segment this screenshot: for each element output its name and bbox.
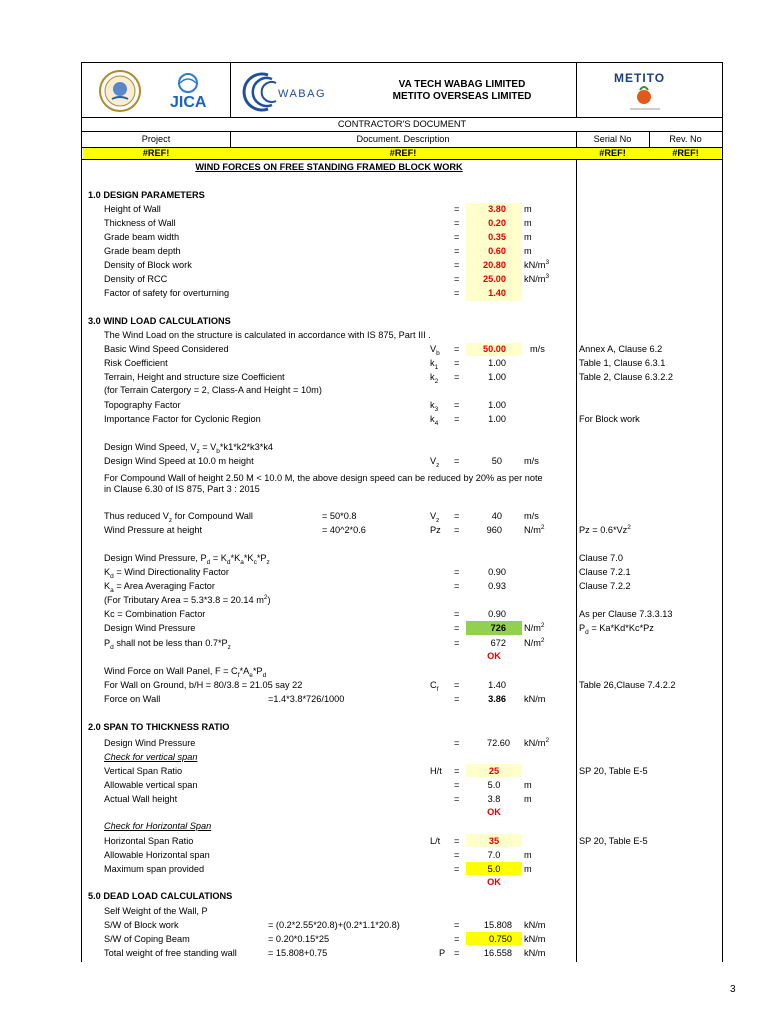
symbol: $V_z$: [430, 456, 440, 469]
equals: =: [454, 525, 460, 535]
equals: =: [454, 204, 460, 214]
formula: Design Wind Speed, $V_z = V_b*k1*k2*k3*k4$: [104, 442, 274, 455]
param-value: 35: [488, 836, 500, 846]
page-number: 3: [730, 984, 736, 995]
param-unit: kN/m: [524, 920, 546, 930]
param-unit: m: [524, 850, 532, 860]
param-label: Terrain, Height and structure size Coefficient: [104, 372, 285, 382]
param-value: 72.60: [487, 738, 510, 748]
param-unit: m/s: [524, 456, 539, 466]
param-unit: m: [524, 780, 532, 790]
val-project: #REF!: [142, 148, 170, 158]
param-unit: kN/m: [524, 948, 546, 958]
note: For Compound Wall of height 2.50 M < 10.0 M, the above design speed can be reduced by 20% as per note: [104, 473, 543, 483]
param-value: 1.00: [488, 400, 506, 410]
equals: =: [454, 694, 460, 704]
param-unit: m/s: [524, 511, 539, 521]
equals: =: [454, 794, 460, 804]
symbol: P: [439, 948, 446, 958]
reference: SP 20, Table E-5: [579, 836, 648, 846]
param-value: 5.0: [487, 864, 501, 874]
equals: =: [454, 218, 460, 228]
divider: [82, 159, 722, 160]
val-serial: #REF!: [599, 148, 626, 158]
reference: Table 1, Clause 6.3.1: [579, 358, 666, 368]
symbol: H/t: [430, 766, 442, 776]
symbol: Pz: [430, 525, 441, 535]
calc: = 50*0.8: [322, 511, 357, 521]
param-value: 1.00: [488, 414, 506, 424]
param-unit: kN/m: [524, 934, 546, 944]
param-value: 0.35: [488, 232, 506, 242]
param-unit: m: [524, 218, 532, 228]
param-value: 50.00: [483, 344, 506, 354]
calc: =1.4*3.8*726/1000: [268, 694, 345, 704]
param-label: Wind Pressure at height: [104, 525, 203, 535]
param-value: 1.00: [488, 372, 506, 382]
param-label: Total weight of free standing wall: [104, 948, 237, 958]
equals: =: [454, 948, 460, 958]
note: (For Tributary Area = 5.3*3.8 = 20.14 $m^2$): [104, 593, 271, 605]
param-label: Force on Wall: [104, 694, 161, 704]
param-value: 0.90: [488, 567, 506, 577]
val-rev: #REF!: [672, 148, 699, 158]
col-rev: Rev. No: [669, 134, 702, 144]
ok-flag: OK: [487, 877, 501, 887]
equals: =: [454, 738, 460, 748]
param-label: Design Wind Pressure: [104, 738, 196, 748]
reference: $Pz = 0.6*Vz^2$: [579, 523, 631, 535]
equals: =: [454, 581, 460, 591]
equals: =: [454, 372, 460, 382]
calc: = 40^2*0.6: [322, 525, 366, 535]
param-unit: $kN/m^3$: [524, 272, 550, 284]
param-label: Importance Factor for Cyclonic Region: [104, 414, 261, 424]
val-description: #REF!: [389, 148, 417, 158]
param-label: Horizontal Span Ratio: [104, 836, 194, 846]
param-label: Kc = Combination Factor: [104, 609, 206, 619]
param-value: 16.558: [483, 948, 512, 958]
param-label: Maximum span provided: [104, 864, 205, 874]
param-value: 5.0: [487, 780, 501, 790]
reference: Clause 7.2.2: [579, 581, 631, 591]
equals: =: [454, 344, 460, 354]
param-label: Factor of safety for overturning: [104, 288, 230, 298]
param-value: 3.86: [488, 694, 506, 704]
param-value: 7.0: [487, 850, 501, 860]
param-label: Allowable Horizontal span: [104, 850, 210, 860]
formula: Wind Force on Wall Panel, $F = C_f*A_e*P_d$: [104, 666, 267, 679]
equals: =: [454, 567, 460, 577]
calc: = 0.20*0.15*25: [268, 934, 330, 944]
param-value: 726: [490, 623, 506, 633]
param-value: 1.40: [488, 680, 506, 690]
param-unit: $N/m^2$: [524, 636, 545, 648]
equals: =: [454, 414, 460, 424]
param-label: Basic Wind Speed Considered: [104, 344, 229, 354]
jica-logo: [166, 71, 216, 111]
param-unit: $N/m^2$: [524, 621, 545, 633]
page-title: WIND FORCES ON FREE STANDING FRAMED BLOCK WORK: [195, 162, 463, 172]
param-label: For Wall on Ground, b/H = 80/3.8 = 21.05 say 22: [104, 680, 303, 690]
note: (for Terrain Catergory = 2, Class-A and Height = 10m): [104, 385, 322, 395]
doc-type: CONTRACTOR'S DOCUMENT: [337, 119, 467, 129]
param-value: 15.808: [483, 920, 512, 930]
svg-text:METITO: METITO: [614, 71, 666, 85]
calc: = 15.808+0.75: [268, 948, 328, 958]
param-value: 960: [486, 525, 502, 535]
param-value: 50: [491, 456, 502, 466]
company-name-1: VA TECH WABAG LIMITED: [398, 79, 526, 90]
equals: =: [454, 511, 460, 521]
equals: =: [454, 850, 460, 860]
reference: $P_d = Ka*Kd*Kc*Pz$: [579, 623, 654, 636]
symbol: $k_1$: [430, 358, 439, 371]
param-value: 672: [490, 638, 506, 648]
reference: For Block work: [579, 414, 640, 424]
param-label: Density of Block work: [104, 260, 192, 270]
param-unit: $N/m^2$: [524, 523, 545, 535]
param-label: Actual Wall height: [104, 794, 178, 804]
param-label: Allowable vertical span: [104, 780, 198, 790]
formula: Design Wind Pressure, $P_d = K_d*K_a*K_c*P_z$: [104, 553, 270, 566]
param-label: Vertical Span Ratio: [104, 766, 183, 776]
reference: SP 20, Table E-5: [579, 766, 648, 776]
ok-flag: OK: [487, 807, 501, 817]
param-unit: m: [524, 794, 532, 804]
param-label: $K_a$ = Area Averaging Factor: [104, 581, 215, 594]
param-label: Height of Wall: [104, 204, 161, 214]
equals: =: [454, 232, 460, 242]
param-label: Design Wind Speed at 10.0 m height: [104, 456, 254, 466]
param-value: 25.00: [483, 274, 506, 284]
section-heading: 1.0 DESIGN PARAMETERS: [88, 190, 205, 200]
param-unit: m: [524, 864, 532, 874]
svg-text:JICA: JICA: [170, 94, 207, 111]
company-name-2: METITO OVERSEAS LIMITED: [392, 91, 532, 102]
param-value: 40: [491, 511, 502, 521]
param-value: 3.80: [488, 204, 506, 214]
param-value: 20.80: [483, 260, 506, 270]
param-unit: $kN/m^3$: [524, 258, 550, 270]
seal-logo: [96, 69, 144, 113]
param-label: Grade beam width: [104, 232, 180, 242]
param-value: 25: [488, 766, 500, 776]
param-value: 0.750: [489, 934, 512, 944]
subheading: Check for vertical span: [104, 752, 198, 762]
symbol: L/t: [430, 836, 441, 846]
symbol: $V_z$: [430, 511, 440, 524]
param-unit: m: [524, 232, 532, 242]
ok-flag: OK: [487, 651, 501, 661]
intro-text: The Wind Load on the structure is calculated in accordance with IS 875, Part III .: [104, 330, 431, 340]
param-label: Density of RCC: [104, 274, 168, 284]
symbol: $k_4$: [430, 414, 439, 427]
param-value: 0.90: [488, 609, 506, 619]
param-value: 0.60: [488, 246, 506, 256]
col-project: Project: [141, 134, 171, 144]
col-description: Document. Description: [356, 134, 450, 144]
equals: =: [454, 623, 460, 633]
param-unit: $kN/m^2$: [524, 736, 550, 748]
equals: =: [454, 638, 460, 648]
equals: =: [454, 358, 460, 368]
equals: =: [454, 456, 460, 466]
svg-text:WABAG: WABAG: [278, 88, 327, 100]
equals: =: [454, 400, 460, 410]
divider: [576, 159, 577, 962]
param-unit: m: [524, 204, 532, 214]
subheading: Check for Horizontal Span: [104, 821, 212, 831]
symbol: $C_f$: [430, 680, 439, 693]
equals: =: [454, 680, 460, 690]
equals: =: [454, 780, 460, 790]
equals: =: [454, 288, 460, 298]
note: in Clause 6.30 of IS 875, Part 3 : 2015: [104, 484, 260, 494]
wabag-logo: [238, 71, 328, 113]
document-sheet: [81, 62, 723, 962]
equals: =: [454, 920, 460, 930]
section-heading: 3.0 WIND LOAD CALCULATIONS: [88, 316, 231, 326]
param-value: 0.20: [488, 218, 506, 228]
param-value: 1.00: [488, 358, 506, 368]
symbol: $k_3$: [430, 400, 439, 413]
equals: =: [454, 246, 460, 256]
reference: As per Clause 7.3.3.13: [579, 609, 673, 619]
param-label: Design Wind Pressure: [104, 623, 196, 633]
param-label: Thickness of Wall: [104, 218, 176, 228]
param-label: Self Weight of the Wall, P: [104, 906, 208, 916]
param-label: $P_d$ shall not be less than $0.7*P_z$: [104, 638, 231, 651]
param-value: 3.8: [487, 794, 501, 804]
reference: Table 2, Clause 6.3.2.2: [579, 372, 673, 382]
reference: Annex A, Clause 6.2: [579, 344, 663, 354]
param-unit: m: [524, 246, 532, 256]
symbol: $k_2$: [430, 372, 439, 385]
param-label: Topography Factor: [104, 400, 181, 410]
equals: =: [454, 609, 460, 619]
col-serial: Serial No: [593, 134, 632, 144]
section-heading: 5.0 DEAD LOAD CALCULATIONS: [88, 891, 233, 901]
param-label: Thus reduced $V_z$ for Compound Wall: [104, 511, 253, 524]
reference: Table 26,Clause 7.4.2.2: [579, 680, 676, 690]
param-label: S/W of Coping Beam: [104, 934, 190, 944]
equals: =: [454, 836, 460, 846]
reference: Clause 7.2.1: [579, 567, 631, 577]
divider: [82, 131, 722, 132]
param-value: 1.40: [488, 288, 506, 298]
param-label: S/W of Block work: [104, 920, 179, 930]
symbol: $V_b$: [430, 344, 440, 357]
equals: =: [454, 274, 460, 284]
reference: Clause 7.0: [579, 553, 623, 563]
param-label: $K_d$ = Wind Directionality Factor: [104, 567, 229, 580]
equals: =: [454, 864, 460, 874]
equals: =: [454, 260, 460, 270]
section-heading: 2.0 SPAN TO THICKNESS RATIO: [88, 722, 230, 732]
equals: =: [454, 766, 460, 776]
param-value: 0.93: [488, 581, 506, 591]
metito-logo: [610, 69, 682, 113]
calc: = (0.2*2.55*20.8)+(0.2*1.1*20.8): [268, 920, 400, 930]
param-label: Grade beam depth: [104, 246, 181, 256]
divider: [230, 63, 231, 117]
equals: =: [454, 934, 460, 944]
param-label: Risk Coefficient: [104, 358, 168, 368]
param-unit: m/s: [530, 344, 545, 354]
param-unit: kN/m: [524, 694, 546, 704]
